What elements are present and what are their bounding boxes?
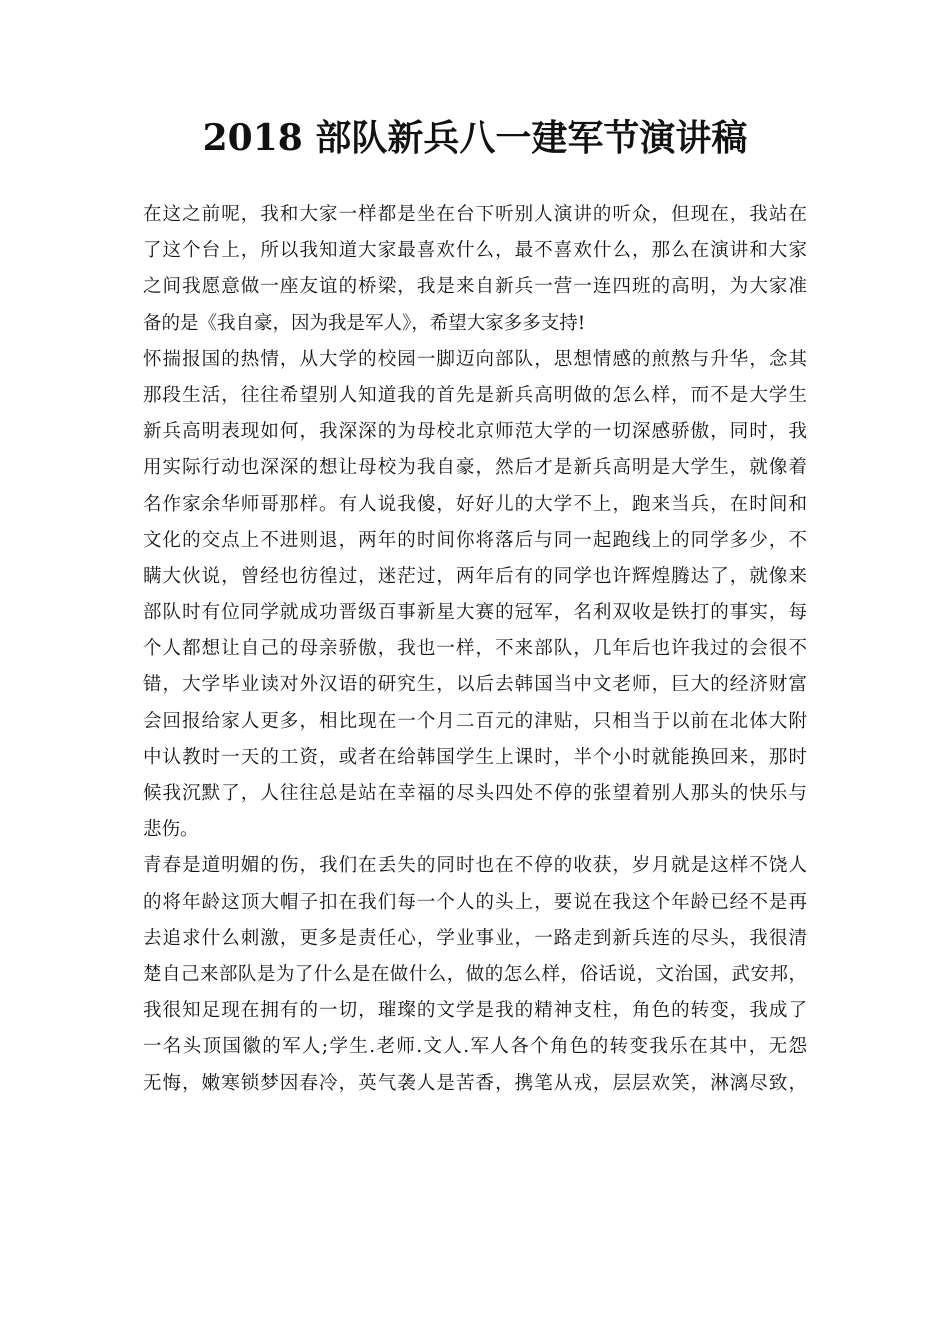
text-line: 楚自己来部队是为了什么是在做什么，做的怎么样，俗话说，文治国，武安邦， bbox=[143, 963, 807, 985]
text-line: 一名头顶国徽的军人;学生.老师.文人.军人各个角色的转变我乐在其中，无怨 bbox=[143, 1036, 807, 1058]
text-line: 备的是《我自豪，因为我是军人》，希望大家多多支持! bbox=[143, 312, 586, 334]
text-line: 的将年龄这顶大帽子扣在我们每一个人的头上，要说在我这个年龄已经不是再 bbox=[143, 891, 807, 913]
text-line: 青春是道明媚的伤，我们在丢失的同时也在不停的收获，岁月就是这样不饶人 bbox=[143, 855, 807, 877]
text-line: 那段生活，往往希望别人知道我的首先是新兵高明做的怎么样，而不是大学生 bbox=[143, 384, 807, 406]
text-line: 无悔，嫩寒锁梦因春冷，英气袭人是苦香，携笔从戎，层层欢笑，淋漓尽致， bbox=[143, 1072, 807, 1094]
text-line: 文化的交点上不进则退，两年的时间你将落后与同一起跑线上的同学多少，不 bbox=[143, 529, 807, 551]
document-title: 2018 部队新兵八一建军节演讲稿 bbox=[202, 117, 748, 159]
paragraph bbox=[143, 342, 807, 849]
document-body bbox=[143, 197, 807, 1102]
paragraph bbox=[143, 848, 807, 1101]
text-line: 新兵高明表现如何，我深深的为母校北京师范大学的一切深感骄傲，同时，我 bbox=[143, 421, 807, 443]
text-line: 个人都想让自己的母亲骄傲，我也一样，不来部队，几年后也许我过的会很不 bbox=[143, 638, 807, 660]
text-line: 中认教时一天的工资，或者在给韩国学生上课时，半个小时就能换回来，那时 bbox=[143, 746, 807, 768]
text-line: 会回报给家人更多，相比现在一个月二百元的津贴，只相当于以前在北体大附 bbox=[143, 710, 807, 732]
text-line: 了这个台上，所以我知道大家最喜欢什么，最不喜欢什么，那么在演讲和大家 bbox=[143, 240, 807, 262]
text-line: 怀揣报国的热情，从大学的校园一脚迈向部队，思想情感的煎熬与升华，念其 bbox=[143, 348, 807, 370]
text-line: 悲伤。 bbox=[143, 819, 199, 841]
text-line: 去追求什么刺激，更多是责任心，学业事业，一路走到新兵连的尽头，我很清 bbox=[143, 927, 807, 949]
text-line: 之间我愿意做一座友谊的桥梁，我是来自新兵一营一连四班的高明，为大家准 bbox=[143, 276, 807, 298]
paragraph bbox=[143, 197, 807, 342]
text-line: 错，大学毕业读对外汉语的研究生，以后去韩国当中文老师，巨大的经济财富 bbox=[143, 674, 807, 696]
text-line: 在这之前呢，我和大家一样都是坐在台下听别人演讲的听众，但现在，我站在 bbox=[143, 204, 807, 225]
text-line: 候我沉默了，人往往总是站在幸福的尽头四处不停的张望着别人那头的快乐与 bbox=[143, 783, 807, 804]
text-line: 用实际行动也深深的想让母校为我自豪，然后才是新兵高明是大学生，就像着 bbox=[143, 457, 807, 479]
text-line: 我很知足现在拥有的一切，璀璨的文学是我的精神支柱，角色的转变，我成了 bbox=[143, 1000, 807, 1022]
text-line: 名作家余华师哥那样。有人说我傻，好好儿的大学不上，跑来当兵，在时间和 bbox=[143, 493, 807, 515]
text-line: 瞒大伙说，曾经也彷徨过，迷茫过，两年后有的同学也许辉煌腾达了，就像来 bbox=[143, 565, 807, 587]
text-line: 部队时有位同学就成功晋级百事新星大赛的冠军，名利双收是铁打的事实，每 bbox=[143, 602, 807, 624]
